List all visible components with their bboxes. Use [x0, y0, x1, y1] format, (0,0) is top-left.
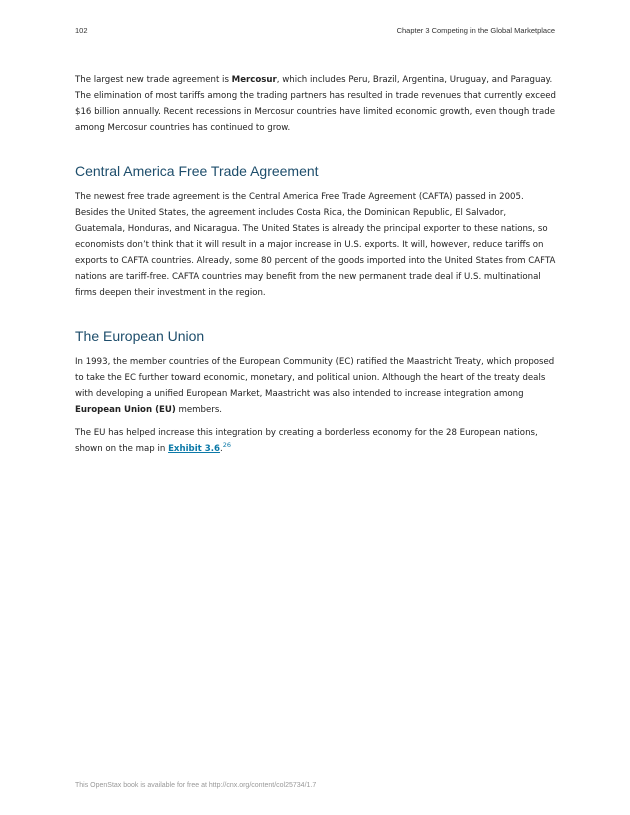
eu-heading: The European Union [75, 328, 205, 344]
eu-p1-text-end: members. [175, 405, 223, 415]
page-content [75, 72, 557, 464]
mercosur-term: Mercosur [231, 75, 277, 85]
eu-paragraph-2 [75, 425, 557, 457]
page-header [75, 26, 555, 35]
mercosur-text-end: , which includes Peru, Brazil, Argentina, Uruguay, and Paraguay. The elimination of most tariffs among the trading partners has resulted in trade revenues that currently exceed $16 billion annually. Recent recessions in Mercosur countries have limited economic growth, even though trade among Mercosur countries has continued to grow. [75, 75, 556, 133]
eu-term: European Union (EU) [75, 405, 176, 415]
exhibit-link[interactable]: Exhibit 3.6 [168, 444, 220, 454]
chapter-title: Chapter 3 Competing in the Global Marketplace [396, 26, 555, 35]
cafta-paragraph: The newest free trade agreement is the Central America Free Trade Agreement (CAFTA) passed in 2005. Besides the United States, the agreement includes Costa Rica, the Dominican Republic, El Salvador, Guatemala, Honduras, and Nicaragua. The United States is already the principal exporter to these nations, so economists don’t think that it will result in a major increase in U.S. exports. It will, however, reduce tariffs on exports to CAFTA countries. Already, some 80 percent of the goods imported into the United States from CAFTA nations are tariff-free. CAFTA countries may benefit from the new permanent trade deal if U.S. multinational firms deepen their investment in the region. [75, 192, 556, 298]
eu-p1-text-start: In 1993, the member countries of the European Community (EC) ratified the Maastricht Treaty, which proposed to take the EC further toward economic, monetary, and political union. Although the heart of the treaty deals with developing a unified European Market, Maastricht was also intended to increase integration among [75, 357, 555, 399]
eu-p2-text-start: The EU has helped increase this integration by creating a borderless economy for the 28 European nations, shown on the map in [75, 428, 538, 454]
cafta-heading: Central America Free Trade Agreement [75, 163, 319, 179]
eu-p2-text-end: . [219, 444, 223, 454]
page-footer: This OpenStax book is available for free at http://cnx.org/content/col25734/1.7 [75, 782, 317, 789]
mercosur-paragraph [75, 72, 557, 136]
mercosur-text-start: The largest new trade agreement is [75, 75, 232, 85]
footnote-ref[interactable]: 26 [222, 441, 231, 450]
page-number: 102 [75, 26, 88, 35]
eu-paragraph-1 [75, 354, 557, 418]
